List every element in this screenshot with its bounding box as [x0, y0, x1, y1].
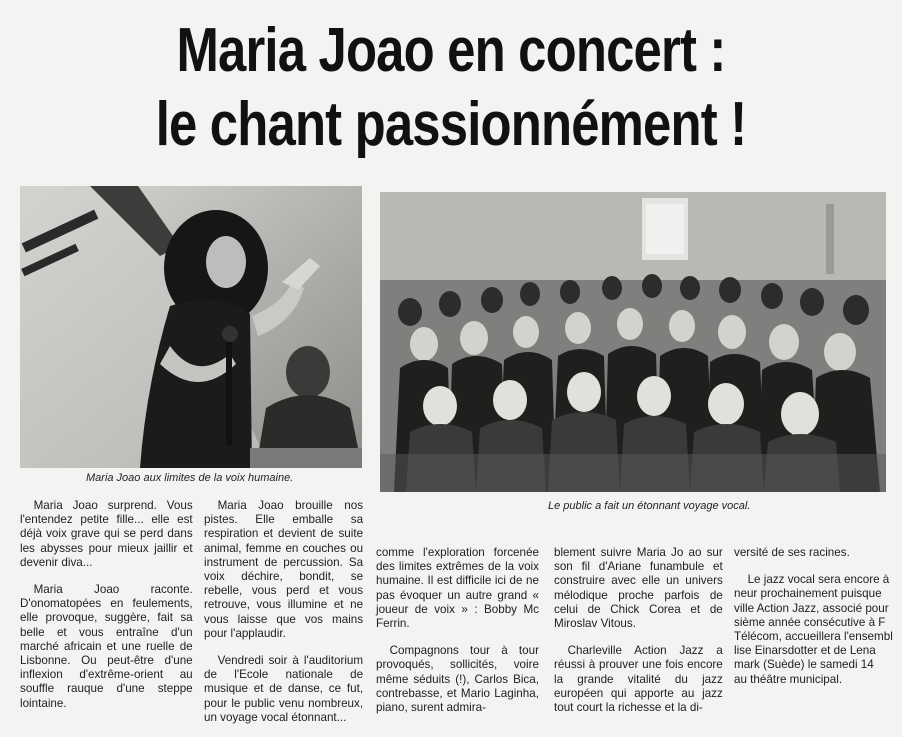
column-4-paragraph-1: blement suivre Maria Jo ao sur son fil d'Ariane funambule et construire avec elle un univers mélodique proche parfois de celui de Chick Corea et de Miroslav Vitous. [554, 545, 723, 631]
column-1-paragraph-1: Maria Joao surprend. Vous l'entendez petite fille... elle est déjà voix grave qui se perd dans les abysses pour mieux jaillir et devenir diva... [20, 498, 193, 569]
audience-photo [380, 192, 886, 492]
column-3-paragraph-1: comme l'exploration forcenée des limites extrêmes de la voix humaine. Il est difficile ici de ne pas évoquer un autre grand « joueur de voix » : Bobby Mc Ferrin. [376, 545, 539, 631]
article-column-5 [734, 545, 893, 686]
column-5-line: Le jazz vocal sera encore à [747, 572, 890, 587]
column-5-line: sième année consécutive à F [734, 614, 886, 629]
column-5-line: mark (Suède) le samedi 14 [734, 657, 874, 672]
headline-line-2: le chant passionnément ! [155, 90, 747, 159]
singer-photo-caption: Maria Joao aux limites de la voix humaine. [86, 472, 294, 484]
column-5-line: Télécom, accueillera l'ensembl [734, 629, 893, 644]
headline-line-1: Maria Joao en concert : [176, 16, 726, 85]
singer-photo [20, 186, 362, 468]
column-1-paragraph-2: Maria Joao raconte. D'onomatopées en feulements, elle provoque, suggère, fait sa belle et vous entraîne d'un marché africain et une ruelle de Lisbonne. Ou peut-être d'une inflexion d'extrême-orient au souffle rauque d'une steppe lointaine. [20, 582, 193, 710]
column-5-line: au théâtre municipal. [734, 671, 843, 686]
column-3-paragraph-2: Compagnons tour à tour provoqués, sollicités, voire même séduits (!), Carlos Bica, contrebasse, et Mario Laginha, piano, surent admira- [376, 643, 539, 715]
article-column-2 [204, 498, 363, 737]
column-2-paragraph-2: Vendredi soir à l'auditorium de l'Ecole nationale de musique et de danse, ce fut, pour le public venu nombreux, un voyage vocal étonnant... [204, 653, 364, 724]
article-column-1 [20, 498, 193, 723]
audience-photo-caption: Le public a fait un étonnant voyage vocal. [548, 500, 751, 512]
column-5-line: lise Einarsdotter et de Lena [734, 643, 876, 658]
column-5-paragraph-1: versité de ses racines. [734, 545, 850, 559]
column-5-line: ville Action Jazz, associé pour [734, 600, 889, 615]
column-4-paragraph-2: Charleville Action Jazz a réussi à prouver une fois encore la grande vitalité du jazz européen qui apporte au jazz tout court la richesse et la di- [554, 643, 723, 715]
headline [81, 14, 821, 162]
column-5-line: neur prochainement puisque [734, 586, 882, 601]
column-2-paragraph-1: Maria Joao brouille nos pistes. Elle emballe sa respiration et devient de suite animal, femme en couches ou instrument de percussion. Sa voix déchire, bondit, se rebelle, vous perd et vous retrouve, vous illumine et ne vous laisse que vos mains pour l'applaudir. [204, 498, 364, 640]
